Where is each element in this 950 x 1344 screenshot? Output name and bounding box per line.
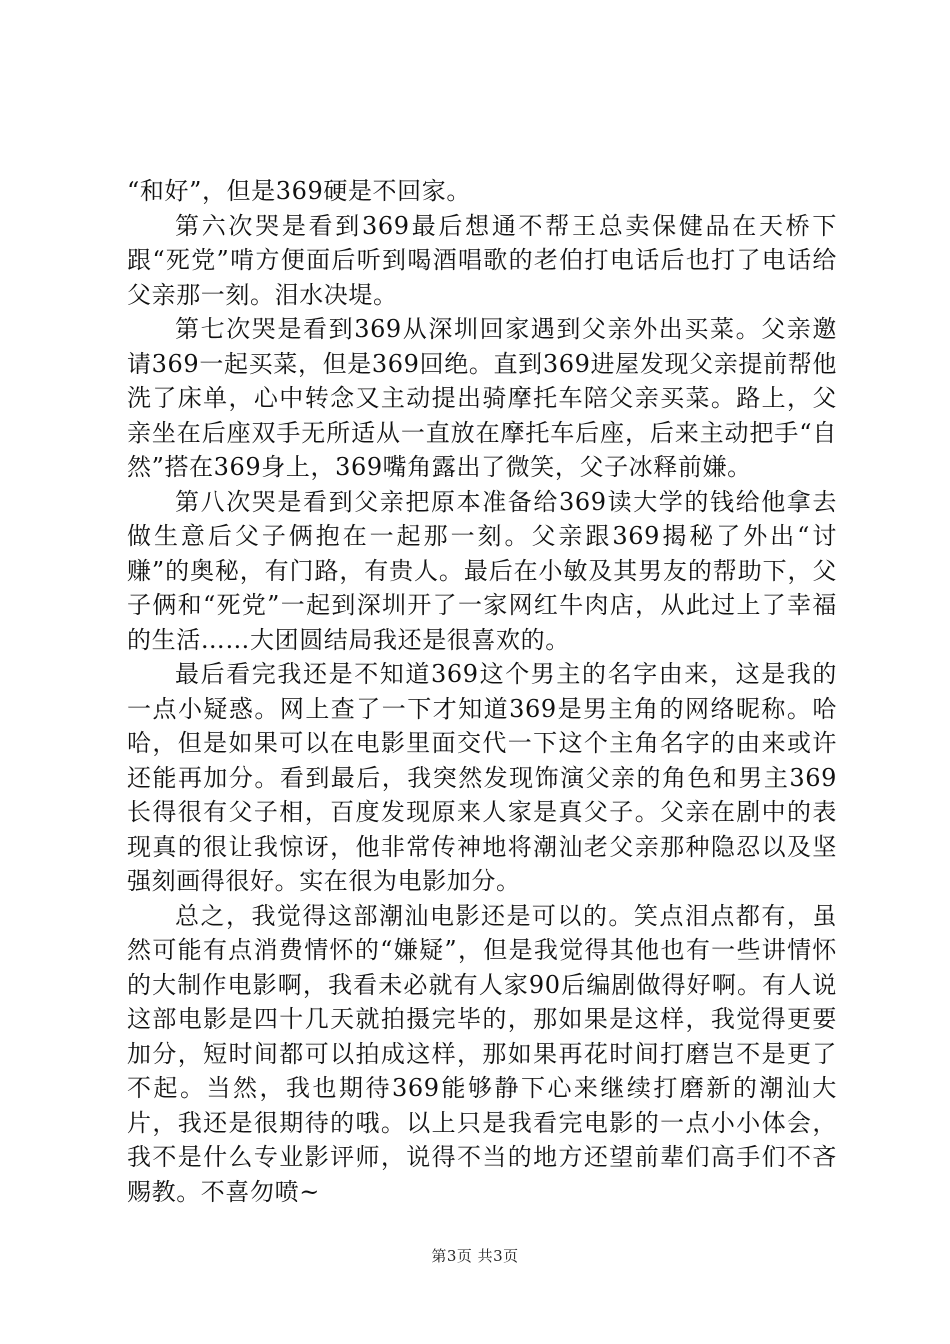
paragraph-sixth-cry: 第六次哭是看到369最后想通不帮王总卖保健品在天桥下跟“死党”啃方便面后听到喝酒唱歌的老伯打电话后也打了电话给父亲那一刻。泪水决堤。 [127, 211, 837, 309]
paragraph-seventh-cry: 第七次哭是看到369从深圳回家遇到父亲外出买菜。父亲邀请369一起买菜，但是369回绝。直到369进屋发现父亲提前帮他洗了床单，心中转念又主动提出骑摩托车陪父亲买菜。路上，父亲坐在后座双手无所适从一直放在摩托车后座，后来主动把手“自然”搭在369身上，369嘴角露出了微笑，父子冰释前嫌。 [127, 315, 837, 481]
page-indicator: 第3页 共3页 [431, 1247, 519, 1265]
paragraph-conclusion: 总之，我觉得这部潮汕电影还是可以的。笑点泪点都有，虽然可能有点消费情怀的“嫌疑”，但是我觉得其他也有一些讲情怀的大制作电影啊，我看未必就有人家90后编剧做得好啊。有人说这部电影是四十几天就拍摄完毕的，那如果是这样，我觉得更要加分，短时间都可以拍成这样，那如果再花时间打磨岂不是更了不起。当然，我也期待369能够静下心来继续打磨新的潮汕大片，我还是很期待的哦。以上只是我看完电影的一点小小体会，我不是什么专业影评师，说得不当的地方还望前辈们高手们不吝赐教。不喜勿喷~ [127, 901, 837, 1206]
document-body [127, 174, 837, 1209]
paragraph-eighth-cry: 第八次哭是看到父亲把原本准备给369读大学的钱给他拿去做生意后父子俩抱在一起那一刻。父亲跟369揭秘了外出“讨赚”的奥秘，有门路，有贵人。最后在小敏及其男友的帮助下，父子俩和“死党”一起到深圳开了一家网红牛肉店，从此过上了幸福的生活……大团圆结局我还是很喜欢的。 [127, 487, 837, 654]
paragraph-continuation: “和好”，但是369硬是不回家。 [127, 177, 471, 205]
page-footer [0, 1245, 950, 1266]
paragraph-name-origin: 最后看完我还是不知道369这个男主的名字由来，这是我的一点小疑惑。网上查了一下才知道369是男主角的网络昵称。哈哈，但是如果可以在电影里面交代一下这个主角名字的由来或许还能再加分。看到最后，我突然发现饰演父亲的角色和男主369长得很有父子相，百度发现原来人家是真父子。父亲在剧中的表现真的很让我惊讶，他非常传神地将潮汕老父亲那种隐忍以及坚强刻画得很好。实在很为电影加分。 [127, 660, 837, 895]
